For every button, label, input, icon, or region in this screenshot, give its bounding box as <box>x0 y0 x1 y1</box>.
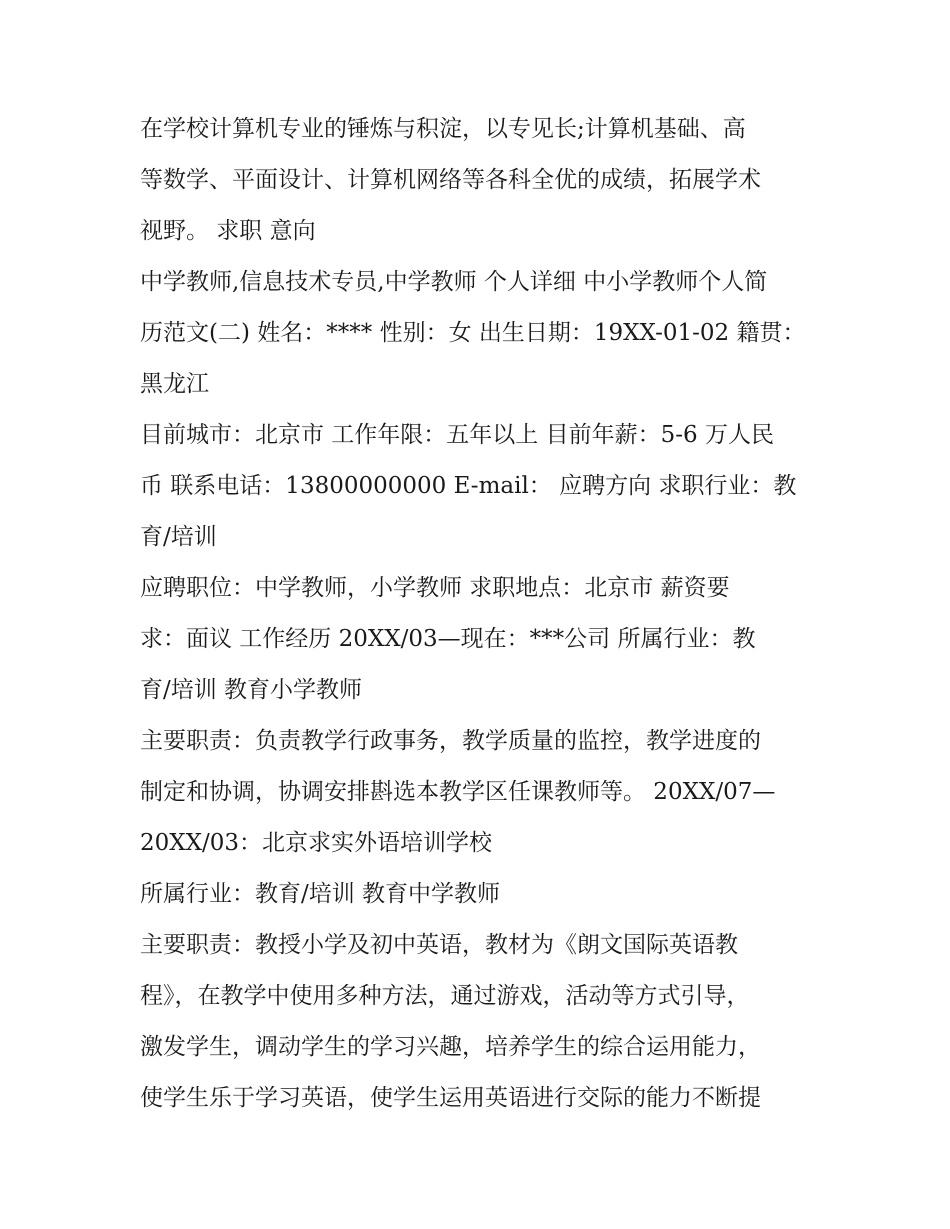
text-line: 育/培训 <box>140 524 217 550</box>
text-line: 黑龙江 <box>140 371 209 397</box>
text-line: 历范文(二) 姓名：**** 性别：女 出生日期：19XX-01-02 籍贯： <box>140 320 806 346</box>
text-line: 20XX/03：北京求实外语培训学校 <box>140 830 493 856</box>
text-line: 应聘职位：中学教师，小学教师 求职地点：北京市 薪资要 <box>140 575 730 601</box>
text-line: 程》，在教学中使用多种方法，通过游戏，活动等方式引导， <box>140 983 750 1009</box>
text-line: 所属行业：教育/培训 教育中学教师 <box>140 881 501 907</box>
text-line: 等数学、平面设计、计算机网络等各科全优的成绩，拓展学术 <box>140 167 761 193</box>
text-line: 使学生乐于学习英语，使学生运用英语进行交际的能力不断提 <box>140 1085 761 1111</box>
text-line: 目前城市：北京市 工作年限：五年以上 目前年薪：5-6 万人民 <box>140 422 774 448</box>
text-line: 在学校计算机专业的锤炼与积淀，以专见长;计算机基础、高 <box>140 116 746 142</box>
text-line: 主要职责：负责教学行政事务，教学质量的监控，教学进度的 <box>140 728 761 754</box>
text-line: 激发学生，调动学生的学习兴趣，培养学生的综合运用能力， <box>140 1034 761 1060</box>
text-line: 求：面议 工作经历 20XX/03—现在：***公司 所属行业：教 <box>140 626 756 652</box>
text-line: 视野。 求职 意向 <box>140 218 316 244</box>
text-line: 币 联系电话：13800000000 E-mail： 应聘方向 求职行业：教 <box>140 473 797 499</box>
text-line: 育/培训 教育小学教师 <box>140 677 363 703</box>
text-line: 制定和协调，协调安排斟选本教学区任课教师等。 20XX/07— <box>140 779 776 805</box>
text-line: 主要职责：教授小学及初中英语，教材为《朗文国际英语教 <box>140 932 738 958</box>
resume-text-body <box>140 104 820 1124</box>
text-line: 中学教师,信息技术专员,中学教师 个人详细 中小学教师个人简 <box>140 269 768 295</box>
